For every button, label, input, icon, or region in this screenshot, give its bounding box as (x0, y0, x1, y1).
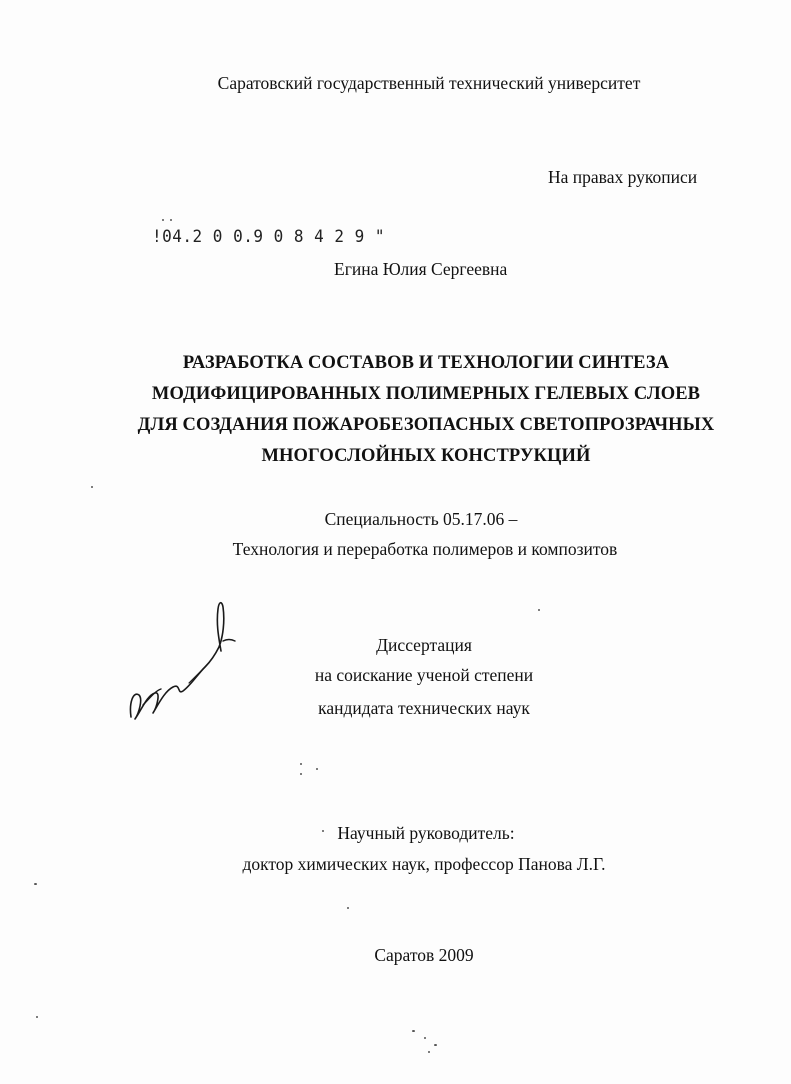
thesis-title-line: МОДИФИЦИРОВАННЫХ ПОЛИМЕРНЫХ ГЕЛЕВЫХ СЛОЕВ (151, 384, 701, 404)
advisor-name: доктор химических наук, профессор Панова Л.Г. (242, 854, 606, 874)
university-name: Саратовский государственный технический университет (217, 73, 641, 93)
scan-speck (322, 830, 324, 832)
library-stamp-number: !04.2 0 0.9 0 8 4 2 9 " (152, 226, 386, 247)
scan-speck (538, 609, 540, 611)
advisor-label: Научный руководитель: (337, 823, 515, 843)
degree-name: кандидата технических наук (318, 698, 530, 718)
scan-speck (428, 1051, 430, 1053)
thesis-title-line: МНОГОСЛОЙНЫХ КОНСТРУКЦИЙ (261, 446, 591, 466)
specialty-name: Технология и переработка полимеров и композитов (232, 539, 618, 559)
thesis-title-line: РАЗРАБОТКА СОСТАВОВ И ТЕХНОЛОГИИ СИНТЕЗА (182, 353, 670, 373)
specialty-code: Специальность 05.17.06 – (324, 509, 518, 529)
document-type: Диссертация (376, 635, 472, 655)
scan-speck (424, 1037, 426, 1039)
scan-speck (347, 907, 349, 909)
scan-speck (316, 768, 318, 770)
scan-speck (434, 1044, 437, 1046)
scan-speck (34, 883, 37, 885)
scan-speck (170, 219, 172, 221)
scan-speck (300, 763, 302, 765)
city-and-year: Саратов 2009 (374, 945, 474, 965)
author-name: Егина Юлия Сергеевна (334, 259, 508, 279)
thesis-title-line: ДЛЯ СОЗДАНИЯ ПОЖАРОБЕЗОПАСНЫХ СВЕТОПРОЗРАЧНЫХ (137, 415, 715, 435)
manuscript-rights-note: На правах рукописи (548, 167, 698, 187)
degree-purpose: на соискание ученой степени (314, 665, 534, 685)
scan-speck (162, 219, 164, 221)
scan-speck (36, 1016, 38, 1018)
scan-speck (300, 773, 302, 775)
scan-speck (91, 486, 93, 488)
scan-speck (412, 1030, 415, 1032)
